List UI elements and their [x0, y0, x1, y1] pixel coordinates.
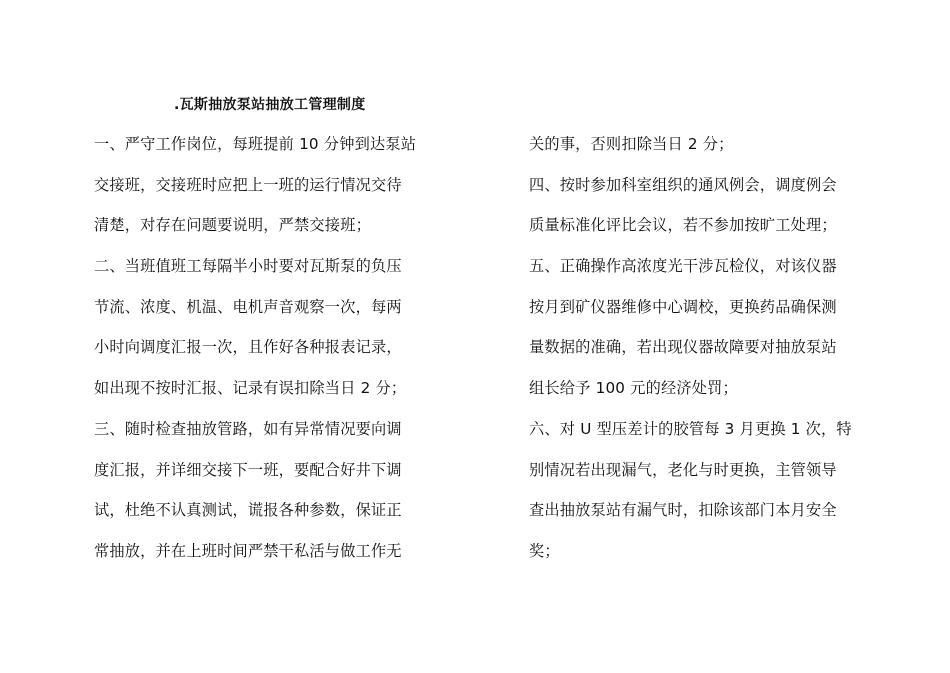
- text-line: 量数据的准确，若出现仪器故障要对抽放泵站: [529, 338, 837, 357]
- text-line: 二、当班值班工每隔半小时要对瓦斯泵的负压: [94, 257, 402, 276]
- text-line: 组长给予 100 元的经济处罚；: [529, 379, 738, 398]
- text-line: 度汇报，并详细交接下一班，要配合好井下调: [94, 460, 402, 479]
- left-text-column: [94, 131, 434, 579]
- text-line: 交接班，交接班时应把上一班的运行情况交待: [94, 175, 402, 194]
- text-line: 五、正确操作高浓度光干涉瓦检仪，对该仪器: [529, 257, 837, 276]
- text-line: 质量标准化评比会议，若不参加按旷工处理；: [529, 216, 837, 235]
- text-line: 关的事，否则扣除当日 2 分；: [529, 135, 734, 153]
- document-title: .瓦斯抽放泵站抽放工管理制度: [174, 97, 366, 113]
- text-line: 别情况若出现漏气，老化与时更换，主管领导: [529, 460, 837, 479]
- text-line: 如出现不按时汇报、记录有误扣除当日 2 分；: [94, 379, 407, 398]
- text-line: 小时向调度汇报一次，且作好各种报表记录，: [94, 338, 402, 357]
- text-line: 常抽放，并在上班时间严禁干私活与做工作无: [94, 541, 402, 560]
- text-line: 三、随时检查抽放管路，如有异常情况要向调: [94, 419, 402, 438]
- text-line: 清楚，对存在问题要说明，严禁交接班；: [94, 216, 371, 235]
- text-line: 查出抽放泵站有漏气时，扣除该部门本月安全: [529, 501, 837, 520]
- text-line: 试，杜绝不认真测试，谎报各种参数，保证正: [94, 501, 402, 520]
- text-line: 六、对 U 型压差计的胶管每 3 月更换 1 次，特: [529, 419, 852, 438]
- text-line: 奖；: [529, 541, 560, 560]
- right-text-column: [529, 131, 869, 579]
- text-line: 一、严守工作岗位，每班提前 10 分钟到达泵站: [94, 135, 417, 153]
- text-line: 节流、浓度、机温、电机声音观察一次，每两: [94, 297, 402, 316]
- text-line: 按月到矿仪器维修中心调校，更换药品确保测: [529, 297, 837, 316]
- text-line: 四、按时参加科室组织的通风例会，调度例会: [529, 175, 837, 194]
